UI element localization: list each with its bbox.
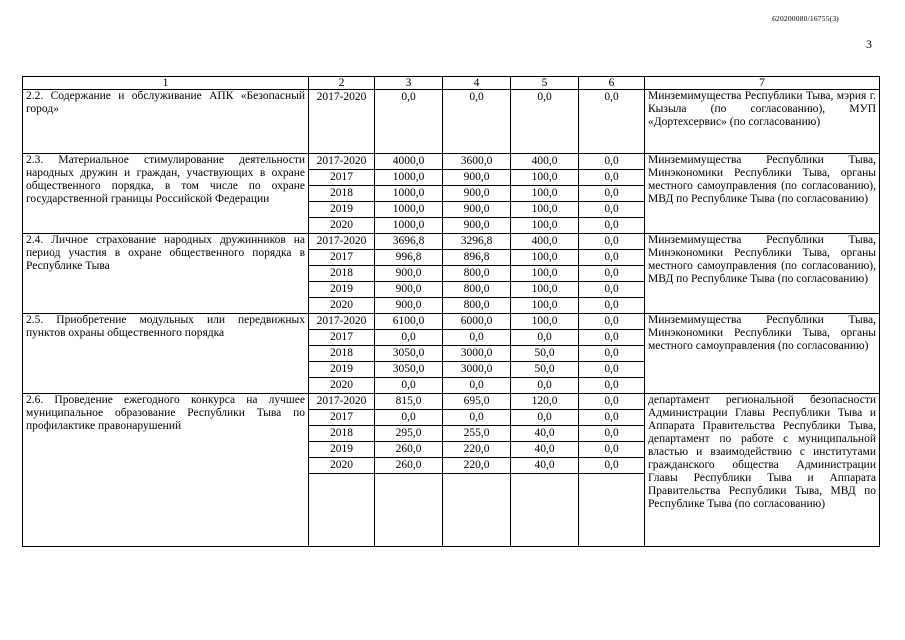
period-cell: 2020 [309, 218, 375, 234]
amount-cell: 0,0 [443, 330, 511, 346]
amount-cell: 0,0 [579, 202, 645, 218]
amount-cell: 3050,0 [375, 346, 443, 362]
amount-cell: 0,0 [579, 330, 645, 346]
amount-cell: 0,0 [375, 330, 443, 346]
measure-description: 2.2. Содержание и обслуживание АПК «Безопасный город» [23, 90, 309, 154]
amount-cell: 220,0 [443, 458, 511, 474]
amount-cell: 100,0 [511, 266, 579, 282]
amount-cell: 0,0 [579, 266, 645, 282]
period-cell: 2018 [309, 186, 375, 202]
period-cell: 2020 [309, 298, 375, 314]
amount-cell: 900,0 [443, 218, 511, 234]
amount-cell: 800,0 [443, 298, 511, 314]
amount-cell: 0,0 [579, 186, 645, 202]
column-number: 2 [309, 77, 375, 90]
amount-cell: 260,0 [375, 442, 443, 458]
amount-cell: 220,0 [443, 442, 511, 458]
amount-cell: 1000,0 [375, 170, 443, 186]
period-cell: 2017 [309, 410, 375, 426]
responsible-executor: Минземимущества Республики Тыва, Минэкономики Республики Тыва, органы местного самоуправления (по согласованию), МВД по Республике Тыва (по согласованию) [645, 234, 880, 314]
amount-cell: 900,0 [375, 298, 443, 314]
period-cell: 2017-2020 [309, 154, 375, 170]
amount-cell: 800,0 [443, 266, 511, 282]
period-cell: 2018 [309, 266, 375, 282]
table-row [23, 234, 880, 250]
column-number: 5 [511, 77, 579, 90]
amount-cell: 120,0 [511, 394, 579, 410]
column-number: 6 [579, 77, 645, 90]
amount-cell: 900,0 [375, 266, 443, 282]
table-body [23, 90, 880, 547]
period-cell: 2017-2020 [309, 394, 375, 410]
empty-cell [579, 474, 645, 547]
amount-cell: 996,8 [375, 250, 443, 266]
amount-cell: 0,0 [579, 90, 645, 154]
amount-cell: 6000,0 [443, 314, 511, 330]
amount-cell: 0,0 [579, 298, 645, 314]
column-number: 1 [23, 77, 309, 90]
amount-cell: 0,0 [579, 234, 645, 250]
amount-cell: 900,0 [375, 282, 443, 298]
empty-cell [309, 474, 375, 547]
amount-cell: 3696,8 [375, 234, 443, 250]
amount-cell: 0,0 [579, 218, 645, 234]
period-cell: 2017-2020 [309, 90, 375, 154]
amount-cell: 0,0 [579, 410, 645, 426]
amount-cell: 0,0 [579, 458, 645, 474]
amount-cell: 0,0 [511, 90, 579, 154]
amount-cell: 0,0 [579, 362, 645, 378]
amount-cell: 3296,8 [443, 234, 511, 250]
period-cell: 2020 [309, 458, 375, 474]
empty-cell [511, 474, 579, 547]
period-cell: 2019 [309, 202, 375, 218]
amount-cell: 3600,0 [443, 154, 511, 170]
measure-description: 2.3. Материальное стимулирование деятельности народных дружин и граждан, участвующих в охране общественного порядка, в том числе по охране государственной границы Российской Федерации [23, 154, 309, 234]
amount-cell: 0,0 [375, 410, 443, 426]
amount-cell: 100,0 [511, 202, 579, 218]
period-cell: 2020 [309, 378, 375, 394]
column-number: 7 [645, 77, 880, 90]
amount-cell: 0,0 [579, 426, 645, 442]
empty-cell [443, 474, 511, 547]
amount-cell: 1000,0 [375, 186, 443, 202]
amount-cell: 100,0 [511, 282, 579, 298]
column-number: 4 [443, 77, 511, 90]
period-cell: 2019 [309, 442, 375, 458]
amount-cell: 6100,0 [375, 314, 443, 330]
amount-cell: 0,0 [511, 410, 579, 426]
amount-cell: 100,0 [511, 170, 579, 186]
amount-cell: 40,0 [511, 458, 579, 474]
responsible-executor: Минземимущества Республики Тыва, мэрия г. Кызыла (по согласованию), МУП «Дортехсервис» (по согласованию) [645, 90, 880, 154]
responsible-executor: Минземимущества Республики Тыва, Минэкономики Республики Тыва, органы местного самоуправления (по согласованию) [645, 314, 880, 394]
period-cell: 2018 [309, 426, 375, 442]
measure-description: 2.4. Личное страхование народных дружинников на период участия в охране общественного порядка в Республике Тыва [23, 234, 309, 314]
document-code: 620200080/16755(3) [772, 14, 839, 23]
amount-cell: 0,0 [443, 410, 511, 426]
period-cell: 2019 [309, 282, 375, 298]
amount-cell: 0,0 [511, 378, 579, 394]
amount-cell: 0,0 [579, 442, 645, 458]
amount-cell: 3000,0 [443, 362, 511, 378]
amount-cell: 400,0 [511, 154, 579, 170]
table-row [23, 314, 880, 330]
amount-cell: 0,0 [579, 282, 645, 298]
period-cell: 2017 [309, 170, 375, 186]
table-row [23, 90, 880, 154]
amount-cell: 1000,0 [375, 202, 443, 218]
amount-cell: 100,0 [511, 218, 579, 234]
amount-cell: 0,0 [579, 170, 645, 186]
page-number: 3 [866, 37, 872, 51]
responsible-executor: Минземимущества Республики Тыва, Минэкономики Республики Тыва, органы местного самоуправления (по согласованию), МВД по Республике Тыва (по согласованию) [645, 154, 880, 234]
period-cell: 2017 [309, 330, 375, 346]
empty-cell [375, 474, 443, 547]
amount-cell: 900,0 [443, 202, 511, 218]
table-row [23, 394, 880, 410]
amount-cell: 50,0 [511, 362, 579, 378]
amount-cell: 3000,0 [443, 346, 511, 362]
amount-cell: 896,8 [443, 250, 511, 266]
period-cell: 2019 [309, 362, 375, 378]
period-cell: 2017-2020 [309, 234, 375, 250]
amount-cell: 800,0 [443, 282, 511, 298]
amount-cell: 0,0 [443, 378, 511, 394]
measure-description: 2.6. Проведение ежегодного конкурса на лучшее муниципальное образование Республики Тыва по профилактике правонарушений [23, 394, 309, 547]
amount-cell: 0,0 [579, 314, 645, 330]
period-cell: 2017-2020 [309, 314, 375, 330]
amount-cell: 900,0 [443, 170, 511, 186]
amount-cell: 100,0 [511, 250, 579, 266]
amount-cell: 0,0 [375, 378, 443, 394]
column-number-row [23, 77, 880, 90]
program-measures-table [22, 76, 880, 547]
amount-cell: 0,0 [579, 394, 645, 410]
amount-cell: 695,0 [443, 394, 511, 410]
amount-cell: 4000,0 [375, 154, 443, 170]
amount-cell: 400,0 [511, 234, 579, 250]
amount-cell: 0,0 [579, 378, 645, 394]
amount-cell: 3050,0 [375, 362, 443, 378]
amount-cell: 40,0 [511, 426, 579, 442]
amount-cell: 815,0 [375, 394, 443, 410]
amount-cell: 900,0 [443, 186, 511, 202]
amount-cell: 295,0 [375, 426, 443, 442]
period-cell: 2018 [309, 346, 375, 362]
amount-cell: 100,0 [511, 186, 579, 202]
amount-cell: 0,0 [579, 154, 645, 170]
period-cell: 2017 [309, 250, 375, 266]
amount-cell: 0,0 [443, 90, 511, 154]
responsible-executor: департамент региональной безопасности Администрации Главы Республики Тыва и Аппарата Правительства Республики Тыва, департамент по работе с муниципальной властью и взаимодействию с институтами гражданского общества Администрации Главы Республики Тыва и Аппарата Правительства Республики Тыва, МВД по Республике Тыва (по согласованию) [645, 394, 880, 547]
amount-cell: 100,0 [511, 298, 579, 314]
amount-cell: 260,0 [375, 458, 443, 474]
amount-cell: 40,0 [511, 442, 579, 458]
amount-cell: 50,0 [511, 346, 579, 362]
amount-cell: 255,0 [443, 426, 511, 442]
table-row [23, 154, 880, 170]
measure-description: 2.5. Приобретение модульных или передвижных пунктов охраны общественного порядка [23, 314, 309, 394]
amount-cell: 0,0 [511, 330, 579, 346]
amount-cell: 0,0 [579, 250, 645, 266]
amount-cell: 0,0 [579, 346, 645, 362]
amount-cell: 100,0 [511, 314, 579, 330]
amount-cell: 1000,0 [375, 218, 443, 234]
amount-cell: 0,0 [375, 90, 443, 154]
column-number: 3 [375, 77, 443, 90]
